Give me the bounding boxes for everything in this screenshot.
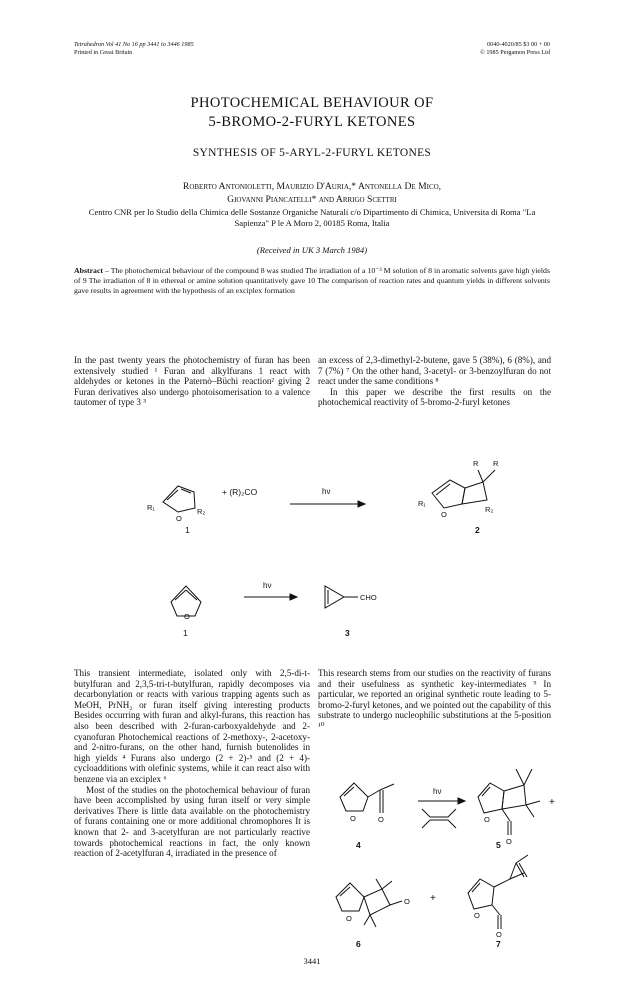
scheme1-reagent: + (R)₂CO xyxy=(222,487,258,497)
scheme2-oxygen-6a: O xyxy=(346,914,352,923)
journal-header xyxy=(74,41,194,57)
dimethylbutene-structure xyxy=(422,809,456,828)
authors-line-1: Roberto Antonioletti, Maurizio D'Auria,* Antonella De Mico, xyxy=(182,181,442,192)
received-date: (Received in UK 3 March 1984) xyxy=(256,245,368,255)
scheme1-oxygen-3: O xyxy=(184,612,190,621)
printed-note: Printed in Great Britain xyxy=(74,49,133,56)
scheme2-carbonyl-4: O xyxy=(378,815,384,824)
compound-5-structure xyxy=(478,769,540,835)
scheme1-r2-label: R₂ xyxy=(197,507,206,516)
journal-citation: Tetrahedron Vol 41 No 16 pp 3441 to 3446 1985 xyxy=(74,41,194,48)
scheme1-oxygen-2: O xyxy=(441,510,447,519)
compound-label-7: 7 xyxy=(496,939,501,949)
copyright-line: © 1985 Pergamon Press Ltd xyxy=(480,49,550,56)
scheme2-oxygen-7: O xyxy=(474,911,480,920)
intro-right-column xyxy=(318,355,551,408)
scheme2-oxygen-6b: O xyxy=(404,897,410,906)
scheme2-plus-1: + xyxy=(549,797,555,808)
compound-label-2: 2 xyxy=(475,525,480,535)
copyright-header xyxy=(480,41,550,57)
scheme1-r1-product: R₁ xyxy=(418,499,426,508)
scheme1-hv-1: hν xyxy=(322,487,331,496)
body-left-paragraph-1: This transient intermediate, isolated only with 2,5-di-t-butylfuran and 2,3,5-tri-t-butylfuran, rapidly decomposes via decarbonylation or reacts with various trapping agents such as MeOH, PrNH₂ or furan itself giving interesting products Besides occurring with furan and alkyl-furans, this reaction has also been described with 2-furan-carboxyaldehyde and 2-cyanofuran Photochemical reactions of 2-methoxy-, 2-acetoxy- and 2-nitro-furans, on the other hand, furnish butenolides in high yields ⁴ Furans also undergo (2 + 2)-⁵ and (2 + 4)-cycloadditions with olefinic systems, while it can react also with benzene via an exciplex ⁶ xyxy=(74,668,310,784)
scheme2-oxygen-5: O xyxy=(484,815,490,824)
compound-label-1: 1 xyxy=(185,525,190,535)
cyclopropene-3-structure xyxy=(325,586,358,608)
compound-label-6: 6 xyxy=(356,939,361,949)
scheme2-carbonyl-7: O xyxy=(496,930,502,939)
scheme-2 xyxy=(318,755,558,950)
acetylfuran-4-structure xyxy=(340,783,394,813)
intro-left-paragraph: In the past twenty years the photochemistry of furan has been extensively studied ¹ Furan and alkylfurans 1 react with aldehydes or ketones in the Paternò–Büchi reaction² giving 2 Furan derivatives also undergo photoisomerisation to a valence tautomer of type 3 ³ xyxy=(74,355,310,408)
compound-label-5: 5 xyxy=(496,840,501,850)
furan-1-structure xyxy=(163,486,195,512)
scheme1-r2-product: R₂ xyxy=(485,505,494,514)
affiliation: Centro CNR per lo Studio della Chimica delle Sostanze Organiche Naturali c/o Dipartimento di Chimica, Universita di Roma "La Sapienza" P le A Moro 2, 00185 Roma, Italia xyxy=(88,207,536,228)
title-line-1: PHOTOCHEMICAL BEHAVIOUR OF xyxy=(190,95,434,111)
intro-right-paragraph-2: In this paper we describe the first results on the photochemical reactivity of 5-bromo-2-furyl ketones xyxy=(318,386,551,408)
intro-left-column xyxy=(74,355,310,408)
scheme2-arrow-head xyxy=(458,798,465,804)
body-right-paragraph-1: This research stems from our studies on the reactivity of furans and their usefulness as synthetic key-intermediates ⁹ In particular, we reported an original synthetic route leading to 5-bromo-2-furyl ketones, and we pointed out the capability of this substrate to undergo nucleophilic substitutions at the 5-position ¹⁰ xyxy=(318,668,551,731)
scheme1-oxygen-1: O xyxy=(176,514,182,523)
abstract-label: Abstract xyxy=(74,266,104,275)
scheme2-carbonyl-5: O xyxy=(506,837,512,846)
compound-label-1b: 1 xyxy=(183,628,188,638)
article-code: 0040-4020/85 $3 00 + 00 xyxy=(487,41,550,48)
intro-right-paragraph: an excess of 2,3-dimethyl-2-butene, gave 5 (38%), 6 (8%), and 7 (7%) ⁷ On the other hand, 3-acetyl- or 3-benzoylfuran do not react under the same conditions ⁸ xyxy=(318,355,551,387)
scheme2-hv: hν xyxy=(433,787,442,796)
body-left-paragraph-2: Most of the studies on the photochemical behaviour of furan have been accomplished by using furan itself or very simple derivatives There is little data available on the photochemistry of furans containing one or more additional chromophores It is known that 2- and 3-acetylfuran are not particularly reactive towards photochemical reactions in fact, the only known reaction of 2-acetylfuran 4, irradiated in the presence of xyxy=(74,784,310,859)
scheme1-r-top-2: R xyxy=(493,459,499,468)
compound-label-3: 3 xyxy=(345,628,350,638)
title-line-2: 5-BROMO-2-FURYL KETONES xyxy=(208,114,416,130)
authors-line-2: Giovanni Piancatelli* and Arrigo Scettri xyxy=(227,194,397,205)
scheme-1 xyxy=(0,440,624,650)
subtitle: SYNTHESIS OF 5-ARYL-2-FURYL KETONES xyxy=(192,147,432,159)
oxetane-2-structure xyxy=(432,470,495,508)
cho-label: CHO xyxy=(360,593,377,602)
page-number: 3441 xyxy=(303,956,321,966)
scheme1-r1-label: R₁ xyxy=(147,503,155,512)
abstract-text: – The photochemical behaviour of the compound 8 was studied The irradiation of a 10⁻³ M solution of 8 in aromatic solvents gave high yields of 9 The irradiation of 8 in ethereal or amine solution quantitatively gave 10 The comparison of reaction rates and quantum yields in different solvents gave results in agreement with the hypothesis of an exciplex formation xyxy=(74,266,550,295)
compound-label-4: 4 xyxy=(356,840,361,850)
reaction-arrow-1-head xyxy=(358,501,365,507)
abstract xyxy=(74,266,550,296)
scheme1-r-top-1: R xyxy=(473,459,479,468)
body-left-column xyxy=(74,668,310,859)
body-right-column xyxy=(318,668,551,732)
reaction-arrow-2-head xyxy=(290,594,297,600)
scheme2-oxygen-4: O xyxy=(350,814,356,823)
scheme2-plus-2: + xyxy=(430,893,436,904)
scheme1-hv-2: hν xyxy=(263,581,272,590)
